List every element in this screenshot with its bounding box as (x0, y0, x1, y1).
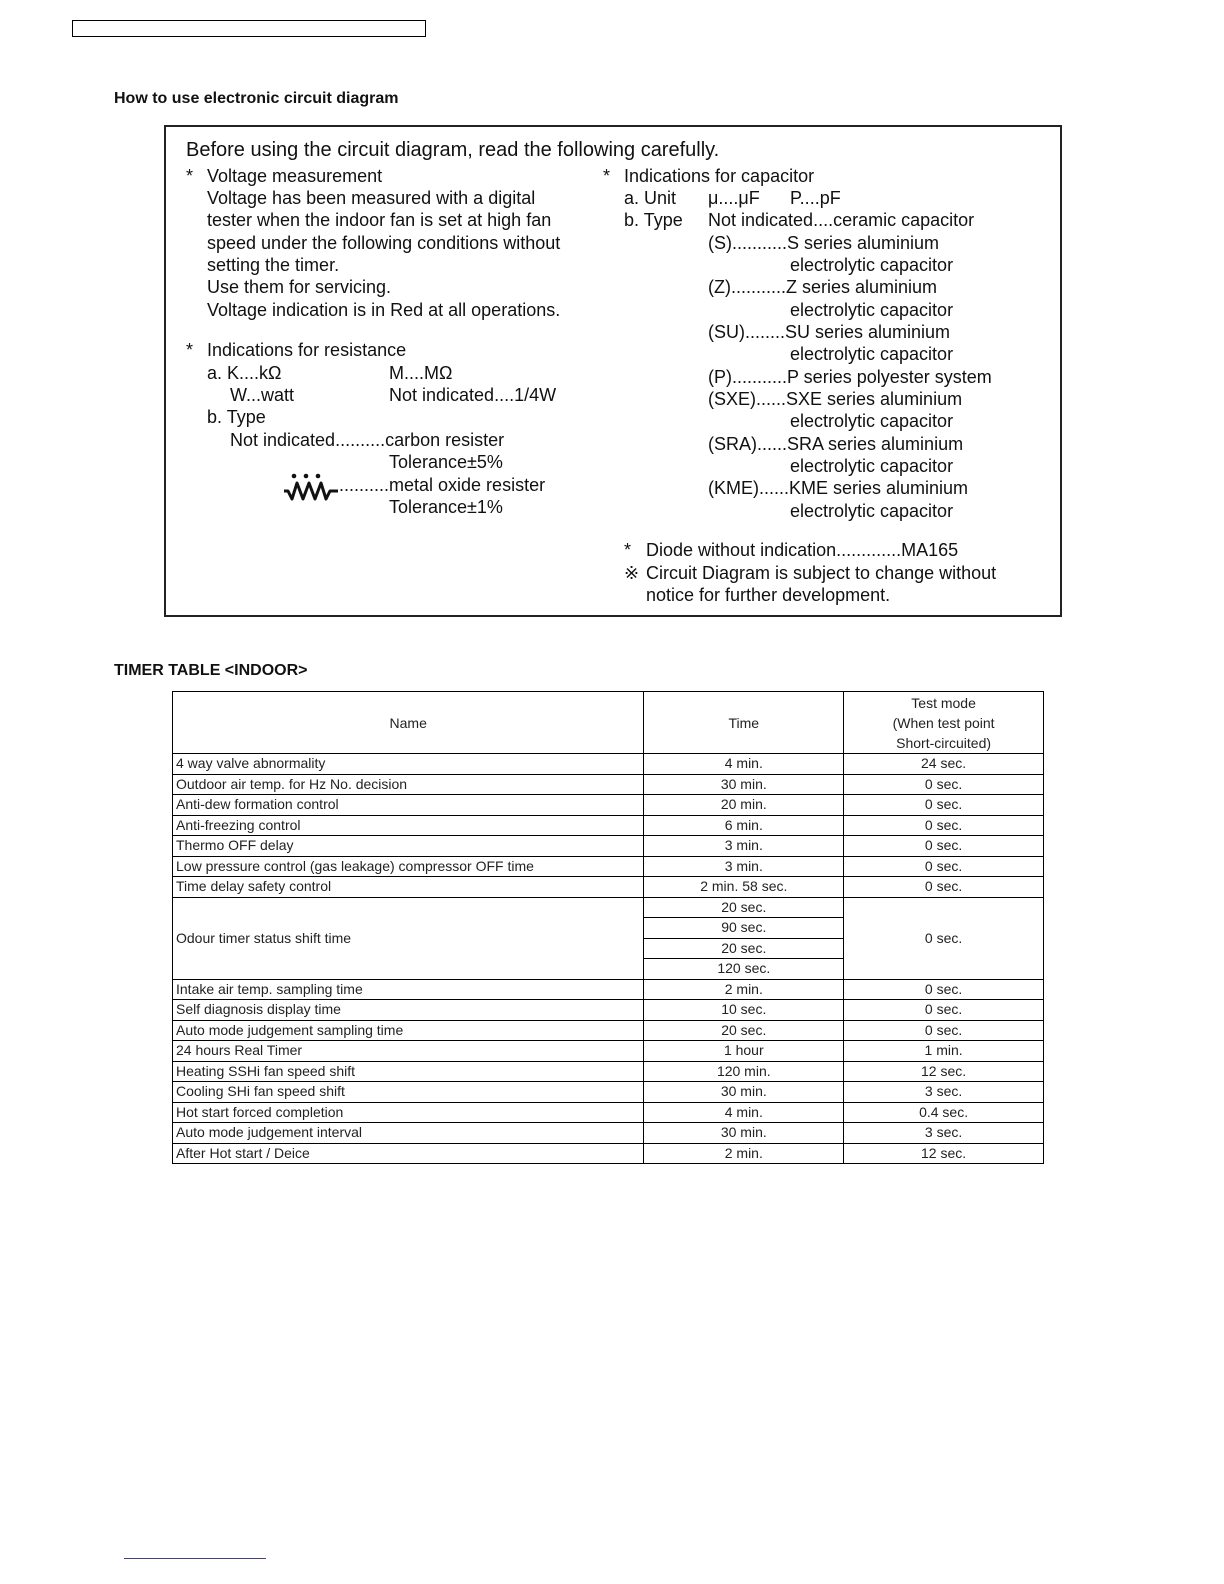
row-test: 0 sec. (844, 774, 1044, 795)
header-box (72, 20, 426, 37)
capacitor-type-line: electrolytic capacitor (790, 344, 954, 364)
row-time: 2 min. 58 sec. (644, 877, 844, 898)
voltage-bullet: * (186, 166, 194, 186)
diode-bullet: * (624, 540, 632, 560)
resistance-unit-default: Not indicated....1/4W (389, 385, 557, 405)
footer-divider (124, 1558, 266, 1559)
row-test: 0 sec. (844, 836, 1044, 857)
row-time: 10 sec. (644, 1000, 844, 1021)
row-name: Intake air temp. sampling time (173, 979, 644, 1000)
capacitor-type-line: (Z)...........Z series aluminium (708, 277, 938, 297)
notice-intro: Before using the circuit diagram, read the following carefully. (186, 139, 720, 161)
header-test-line: (When test point (892, 714, 995, 731)
row-test: 24 sec. (844, 754, 1044, 775)
table-row (173, 795, 1044, 816)
row-test: 0 sec. (844, 1000, 1044, 1021)
header-name: Name (173, 692, 644, 754)
capacitor-unit-p: P....pF (790, 188, 841, 208)
capacitor-type-line: (P)...........P series polyester system (708, 367, 992, 387)
row-time: 20 sec. (644, 1020, 844, 1041)
row-name: Auto mode judgement sampling time (173, 1020, 644, 1041)
table-row (173, 1000, 1044, 1021)
resistance-unit-k: a. K....kΩ (207, 363, 282, 383)
resistance-type-default: Not indicated..........carbon resister (230, 430, 505, 450)
capacitor-type-line: (SXE)......SXE series aluminium (708, 389, 963, 409)
row-test: 0 sec. (844, 979, 1044, 1000)
row-test: 12 sec. (844, 1061, 1044, 1082)
row-name: 24 hours Real Timer (173, 1041, 644, 1062)
header-test-line: Test mode (911, 694, 976, 711)
row-time: 1 hour (644, 1041, 844, 1062)
row-name: Self diagnosis display time (173, 1000, 644, 1021)
row-time: 3 min. (644, 856, 844, 877)
row-time: 30 min. (644, 1123, 844, 1144)
row-test: 0 sec. (844, 856, 1044, 877)
capacitor-type-default: Not indicated....ceramic capacitor (708, 210, 975, 230)
resistance-bullet: * (186, 340, 194, 360)
resistance-type-label: b. Type (207, 407, 266, 427)
row-test: 0.4 sec. (844, 1102, 1044, 1123)
table-row (173, 774, 1044, 795)
table-header-row (173, 692, 1044, 754)
timer-table (172, 691, 1044, 1164)
row-test: 0 sec. (844, 795, 1044, 816)
circuit-notice-box (164, 125, 1062, 617)
row-name: Anti-freezing control (173, 815, 644, 836)
row-time: 2 min. (644, 1143, 844, 1164)
voltage-line: speed under the following conditions without (207, 233, 561, 253)
row-test: 1 min. (844, 1041, 1044, 1062)
diode-note: Diode without indication.............MA165 (646, 540, 959, 560)
row-time: 20 sec. (644, 897, 844, 918)
row-test: 3 sec. (844, 1082, 1044, 1103)
voltage-line: setting the timer. (207, 255, 340, 275)
change-bullet: ※ (624, 563, 640, 583)
row-name: Cooling SHi fan speed shift (173, 1082, 644, 1103)
row-time: 120 sec. (644, 959, 844, 980)
capacitor-type-line: electrolytic capacitor (790, 456, 954, 476)
header-test-line: Short-circuited) (896, 734, 992, 751)
row-time: 4 min. (644, 1102, 844, 1123)
voltage-line: tester when the indoor fan is set at high fan (207, 210, 552, 230)
row-time: 2 min. (644, 979, 844, 1000)
capacitor-bullet: * (603, 166, 611, 186)
table-row (173, 1020, 1044, 1041)
resistance-metal-oxide: ..........metal oxide resister (339, 475, 546, 495)
row-name: Thermo OFF delay (173, 836, 644, 857)
row-time: 6 min. (644, 815, 844, 836)
row-time: 3 min. (644, 836, 844, 857)
table-row (173, 1061, 1044, 1082)
capacitor-type-line: electrolytic capacitor (790, 501, 954, 521)
table-row (173, 1143, 1044, 1164)
resistance-tolerance-5: Tolerance±5% (389, 452, 503, 472)
row-name: Heating SSHi fan speed shift (173, 1061, 644, 1082)
row-name: Time delay safety control (173, 877, 644, 898)
table-row (173, 877, 1044, 898)
row-test: 3 sec. (844, 1123, 1044, 1144)
row-time: 30 min. (644, 1082, 844, 1103)
row-name: Auto mode judgement interval (173, 1123, 644, 1144)
table-row (173, 836, 1044, 857)
table-row (173, 1041, 1044, 1062)
capacitor-unit-label: a. Unit (624, 188, 677, 208)
row-name: Low pressure control (gas leakage) compressor OFF time (173, 856, 644, 877)
table-row (173, 815, 1044, 836)
voltage-line: Voltage has been measured with a digital (207, 188, 536, 208)
table-row (173, 1082, 1044, 1103)
row-name: 4 way valve abnormality (173, 754, 644, 775)
row-test: 0 sec. (844, 897, 1044, 979)
row-name: Hot start forced completion (173, 1102, 644, 1123)
resistance-unit-w: W...watt (230, 385, 295, 405)
timer-table-heading: TIMER TABLE <INDOOR> (114, 662, 308, 679)
table-row (173, 754, 1044, 775)
capacitor-type-line: (KME)......KME series aluminium (708, 478, 969, 498)
row-time: 120 min. (644, 1061, 844, 1082)
circuit-diagram-heading: How to use electronic circuit diagram (114, 90, 399, 107)
header-test-mode (844, 692, 1044, 754)
row-time: 20 min. (644, 795, 844, 816)
row-test: 0 sec. (844, 1020, 1044, 1041)
row-time: 30 min. (644, 774, 844, 795)
change-note: Circuit Diagram is subject to change without (646, 563, 997, 583)
resistance-title: Indications for resistance (207, 340, 407, 360)
header-time: Time (644, 692, 844, 754)
row-name: Outdoor air temp. for Hz No. decision (173, 774, 644, 795)
row-test: 0 sec. (844, 877, 1044, 898)
change-note: notice for further development. (646, 585, 891, 605)
capacitor-unit-mu: μ....μF (708, 188, 760, 208)
capacitor-title: Indications for capacitor (624, 166, 815, 186)
capacitor-type-line: electrolytic capacitor (790, 255, 954, 275)
voltage-line: Voltage indication is in Red at all operations. (207, 300, 561, 320)
resistance-tolerance-1: Tolerance±1% (389, 497, 503, 517)
row-time: 90 sec. (644, 918, 844, 939)
row-name: Anti-dew formation control (173, 795, 644, 816)
row-test: 12 sec. (844, 1143, 1044, 1164)
capacitor-type-line: (SRA)......SRA series aluminium (708, 434, 964, 454)
table-row (173, 856, 1044, 877)
table-row (173, 1102, 1044, 1123)
row-name: After Hot start / Deice (173, 1143, 644, 1164)
table-row (173, 979, 1044, 1000)
row-name: Odour timer status shift time (173, 897, 644, 979)
metal-oxide-resistor-symbol-icon (282, 471, 340, 505)
row-test: 0 sec. (844, 815, 1044, 836)
capacitor-type-line: (S)...........S series aluminium (708, 233, 940, 253)
resistance-unit-m: M....MΩ (389, 363, 453, 383)
row-time: 20 sec. (644, 938, 844, 959)
table-row (173, 897, 1044, 918)
voltage-line: Use them for servicing. (207, 277, 392, 297)
capacitor-type-label: b. Type (624, 210, 683, 230)
capacitor-type-line: electrolytic capacitor (790, 411, 954, 431)
voltage-title: Voltage measurement (207, 166, 383, 186)
row-time: 4 min. (644, 754, 844, 775)
capacitor-type-line: electrolytic capacitor (790, 300, 954, 320)
table-row (173, 1123, 1044, 1144)
capacitor-type-line: (SU)........SU series aluminium (708, 322, 951, 342)
